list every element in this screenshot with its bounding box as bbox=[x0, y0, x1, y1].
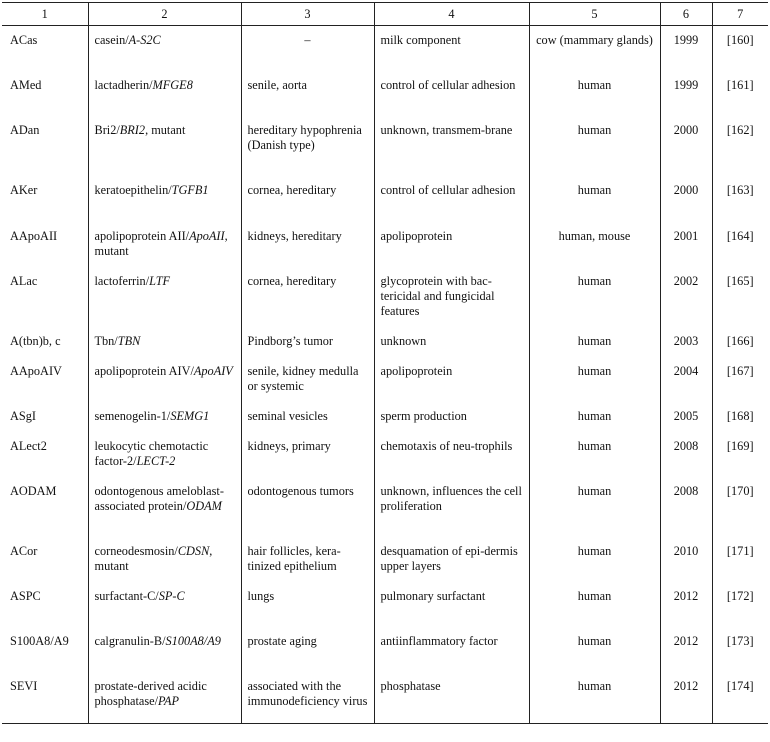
gene-name: ApoAIV bbox=[193, 363, 233, 378]
col-header: 4 bbox=[374, 3, 529, 26]
protein-name: Tbn/ bbox=[94, 333, 118, 348]
protein-name: apolipoprotein AIV/ bbox=[94, 363, 194, 378]
cell-protein-gene bbox=[88, 672, 241, 724]
amyloid-table bbox=[2, 2, 768, 724]
cell-abbreviation: AODAM bbox=[10, 483, 57, 498]
gene-name: A-S2C bbox=[128, 33, 161, 47]
cell-abbreviation: ASgI bbox=[10, 408, 36, 423]
gene-suffix: , mutant bbox=[94, 543, 213, 573]
table-row bbox=[2, 537, 768, 582]
cell-protein-gene bbox=[88, 582, 241, 627]
cell-species: human bbox=[529, 627, 660, 672]
cell-protein-gene bbox=[88, 176, 241, 222]
cell-reference: [174] bbox=[712, 672, 768, 724]
cell-role: milk component bbox=[374, 26, 529, 71]
cell-year: 2008 bbox=[660, 432, 712, 477]
cell-species: human bbox=[529, 432, 660, 477]
cell-protein-gene bbox=[88, 432, 241, 477]
cell-role: unknown, transmem-brane bbox=[374, 116, 529, 176]
protein-name: semenogelin-1/ bbox=[94, 408, 171, 423]
cell-species: human bbox=[529, 267, 660, 327]
cell-species: human bbox=[529, 357, 660, 402]
cell-species: cow (mammary glands) bbox=[529, 26, 660, 71]
gene-name: TGFB1 bbox=[171, 182, 209, 197]
protein-name: apolipoprotein AII/ bbox=[94, 228, 190, 243]
cell-year: 2000 bbox=[660, 176, 712, 222]
cell-abbreviation: ACas bbox=[10, 33, 38, 47]
protein-name: Bri2/ bbox=[94, 122, 120, 137]
cell-species: human, mouse bbox=[529, 222, 660, 267]
table-row bbox=[2, 71, 768, 116]
cell-role: antiinflammatory factor bbox=[374, 627, 529, 672]
cell-reference: [173] bbox=[712, 627, 768, 672]
protein-name: calgranulin-B/ bbox=[94, 633, 166, 648]
protein-name: odontogenous ameloblast-associated protein/ bbox=[94, 483, 224, 513]
cell-role: control of cellular adhesion bbox=[374, 176, 529, 222]
cell-role: control of cellular adhesion bbox=[374, 71, 529, 116]
table-row bbox=[2, 432, 768, 477]
cell-year: 2008 bbox=[660, 477, 712, 537]
cell-tissue: hair follicles, kera-tinized epithelium bbox=[241, 537, 374, 582]
cell-year: 2001 bbox=[660, 222, 712, 267]
col-header: 1 bbox=[2, 3, 88, 26]
table-row bbox=[2, 582, 768, 627]
cell-tissue: hereditary hypophrenia (Danish type) bbox=[241, 116, 374, 176]
gene-name: TBN bbox=[117, 333, 141, 348]
gene-name: SP-C bbox=[158, 588, 185, 603]
cell-reference: [167] bbox=[712, 357, 768, 402]
gene-name: BRI2 bbox=[119, 122, 146, 137]
cell-role: phosphatase bbox=[374, 672, 529, 724]
cell-year: 2002 bbox=[660, 267, 712, 327]
cell-species: human bbox=[529, 582, 660, 627]
gene-suffix: , mutant bbox=[145, 122, 186, 137]
cell-role: pulmonary surfactant bbox=[374, 582, 529, 627]
cell-abbreviation: AApoAII bbox=[10, 228, 58, 243]
cell-tissue: senile, aorta bbox=[241, 71, 374, 116]
protein-name: leukocytic chemotactic factor-2/ bbox=[94, 438, 209, 468]
cell-abbreviation: AApoAIV bbox=[10, 363, 62, 378]
cell-abbreviation: ADan bbox=[10, 122, 40, 137]
cell-tissue: lungs bbox=[241, 582, 374, 627]
protein-name: keratoepithelin/ bbox=[94, 182, 172, 197]
cell-abbreviation: ALect2 bbox=[10, 438, 47, 453]
cell-tissue: kidneys, hereditary bbox=[241, 222, 374, 267]
col-header: 7 bbox=[712, 3, 768, 26]
cell-reference: [171] bbox=[712, 537, 768, 582]
cell-reference: [163] bbox=[712, 176, 768, 222]
cell-year: 2010 bbox=[660, 537, 712, 582]
gene-name: LTF bbox=[149, 273, 171, 288]
col-header: 5 bbox=[529, 3, 660, 26]
cell-abbreviation: AKer bbox=[10, 182, 38, 197]
table-row bbox=[2, 267, 768, 327]
table-row bbox=[2, 176, 768, 222]
cell-role: sperm production bbox=[374, 402, 529, 432]
table-row bbox=[2, 357, 768, 402]
gene-name: MFGE8 bbox=[152, 77, 193, 92]
col-header: 6 bbox=[660, 3, 712, 26]
cell-tissue: seminal vesicles bbox=[241, 402, 374, 432]
cell-protein-gene bbox=[88, 26, 241, 71]
gene-name: PAP bbox=[158, 693, 179, 708]
cell-year: 2012 bbox=[660, 672, 712, 724]
cell-protein-gene bbox=[88, 116, 241, 176]
cell-protein-gene bbox=[88, 627, 241, 672]
cell-abbreviation: ASPC bbox=[10, 588, 41, 603]
cell-year: 2004 bbox=[660, 357, 712, 402]
cell-role: unknown bbox=[374, 327, 529, 357]
cell-abbreviation: S100A8/A9 bbox=[10, 633, 69, 648]
table-row bbox=[2, 327, 768, 357]
cell-year: 2012 bbox=[660, 627, 712, 672]
cell-species: human bbox=[529, 71, 660, 116]
cell-role: apolipoprotein bbox=[374, 357, 529, 402]
gene-name: ODAM bbox=[186, 498, 222, 513]
cell-abbreviation: ALac bbox=[10, 273, 38, 288]
cell-species: human bbox=[529, 176, 660, 222]
cell-protein-gene bbox=[88, 402, 241, 432]
cell-abbreviation: ACor bbox=[10, 543, 38, 558]
cell-role: desquamation of epi-dermis upper layers bbox=[374, 537, 529, 582]
cell-reference: [165] bbox=[712, 267, 768, 327]
cell-role: glycoprotein with bac-tericidal and fungicidal features bbox=[374, 267, 529, 327]
cell-species: human bbox=[529, 116, 660, 176]
cell-abbreviation: A(tbn)b, c bbox=[10, 333, 61, 348]
cell-tissue: associated with the immunodeficiency virus bbox=[241, 672, 374, 724]
cell-protein-gene bbox=[88, 222, 241, 267]
cell-tissue: cornea, hereditary bbox=[241, 176, 374, 222]
cell-species: human bbox=[529, 477, 660, 537]
protein-name: casein/ bbox=[94, 33, 129, 47]
protein-name: lactadherin/ bbox=[94, 77, 153, 92]
cell-year: 2000 bbox=[660, 116, 712, 176]
gene-name: CDSN bbox=[177, 543, 210, 558]
cell-reference: [162] bbox=[712, 116, 768, 176]
gene-name: ApoAII bbox=[189, 228, 225, 243]
cell-tissue: – bbox=[241, 26, 374, 71]
cell-protein-gene bbox=[88, 477, 241, 537]
col-header: 3 bbox=[241, 3, 374, 26]
cell-species: human bbox=[529, 537, 660, 582]
cell-species: human bbox=[529, 672, 660, 724]
cell-tissue: cornea, hereditary bbox=[241, 267, 374, 327]
cell-abbreviation: SEVI bbox=[2, 672, 88, 724]
cell-reference: [166] bbox=[712, 327, 768, 357]
cell-role: apolipoprotein bbox=[374, 222, 529, 267]
cell-reference: [168] bbox=[712, 402, 768, 432]
gene-name: LECT-2 bbox=[136, 453, 176, 468]
table-row bbox=[2, 402, 768, 432]
cell-protein-gene bbox=[88, 71, 241, 116]
cell-protein-gene bbox=[88, 537, 241, 582]
header-row bbox=[2, 3, 768, 26]
gene-name: S100A8/A9 bbox=[165, 633, 221, 648]
cell-protein-gene bbox=[88, 267, 241, 327]
cell-year: 1999 bbox=[660, 26, 712, 71]
cell-tissue: Pindborg’s tumor bbox=[241, 327, 374, 357]
cell-abbreviation: AMed bbox=[10, 77, 42, 92]
gene-suffix: , mutant bbox=[94, 228, 228, 258]
table-row bbox=[2, 222, 768, 267]
cell-species: human bbox=[529, 327, 660, 357]
table-row bbox=[2, 627, 768, 672]
table-row bbox=[2, 477, 768, 537]
cell-reference: [161] bbox=[712, 71, 768, 116]
cell-protein-gene bbox=[88, 327, 241, 357]
cell-species: human bbox=[529, 402, 660, 432]
cell-reference: [172] bbox=[712, 582, 768, 627]
cell-tissue: odontogenous tumors bbox=[241, 477, 374, 537]
cell-year: 2003 bbox=[660, 327, 712, 357]
cell-reference: [164] bbox=[712, 222, 768, 267]
table-row bbox=[2, 26, 768, 71]
cell-year: 2005 bbox=[660, 402, 712, 432]
table-row bbox=[2, 672, 768, 724]
cell-reference: [170] bbox=[712, 477, 768, 537]
cell-role: unknown, influences the cell proliferation bbox=[374, 477, 529, 537]
protein-name: corneodesmosin/ bbox=[94, 543, 178, 558]
cell-year: 2012 bbox=[660, 582, 712, 627]
cell-role: chemotaxis of neu-trophils bbox=[374, 432, 529, 477]
cell-protein-gene bbox=[88, 357, 241, 402]
cell-reference: [160] bbox=[712, 26, 768, 71]
col-header: 2 bbox=[88, 3, 241, 26]
table-row bbox=[2, 116, 768, 176]
gene-name: SEMG1 bbox=[170, 408, 210, 423]
protein-name: surfactant-C/ bbox=[94, 588, 159, 603]
protein-name: lactoferrin/ bbox=[94, 273, 150, 288]
cell-tissue: prostate aging bbox=[241, 627, 374, 672]
cell-tissue: kidneys, primary bbox=[241, 432, 374, 477]
cell-reference: [169] bbox=[712, 432, 768, 477]
cell-tissue: senile, kidney medulla or systemic bbox=[241, 357, 374, 402]
cell-year: 1999 bbox=[660, 71, 712, 116]
protein-name: prostate-derived acidic phosphatase/ bbox=[94, 678, 207, 708]
